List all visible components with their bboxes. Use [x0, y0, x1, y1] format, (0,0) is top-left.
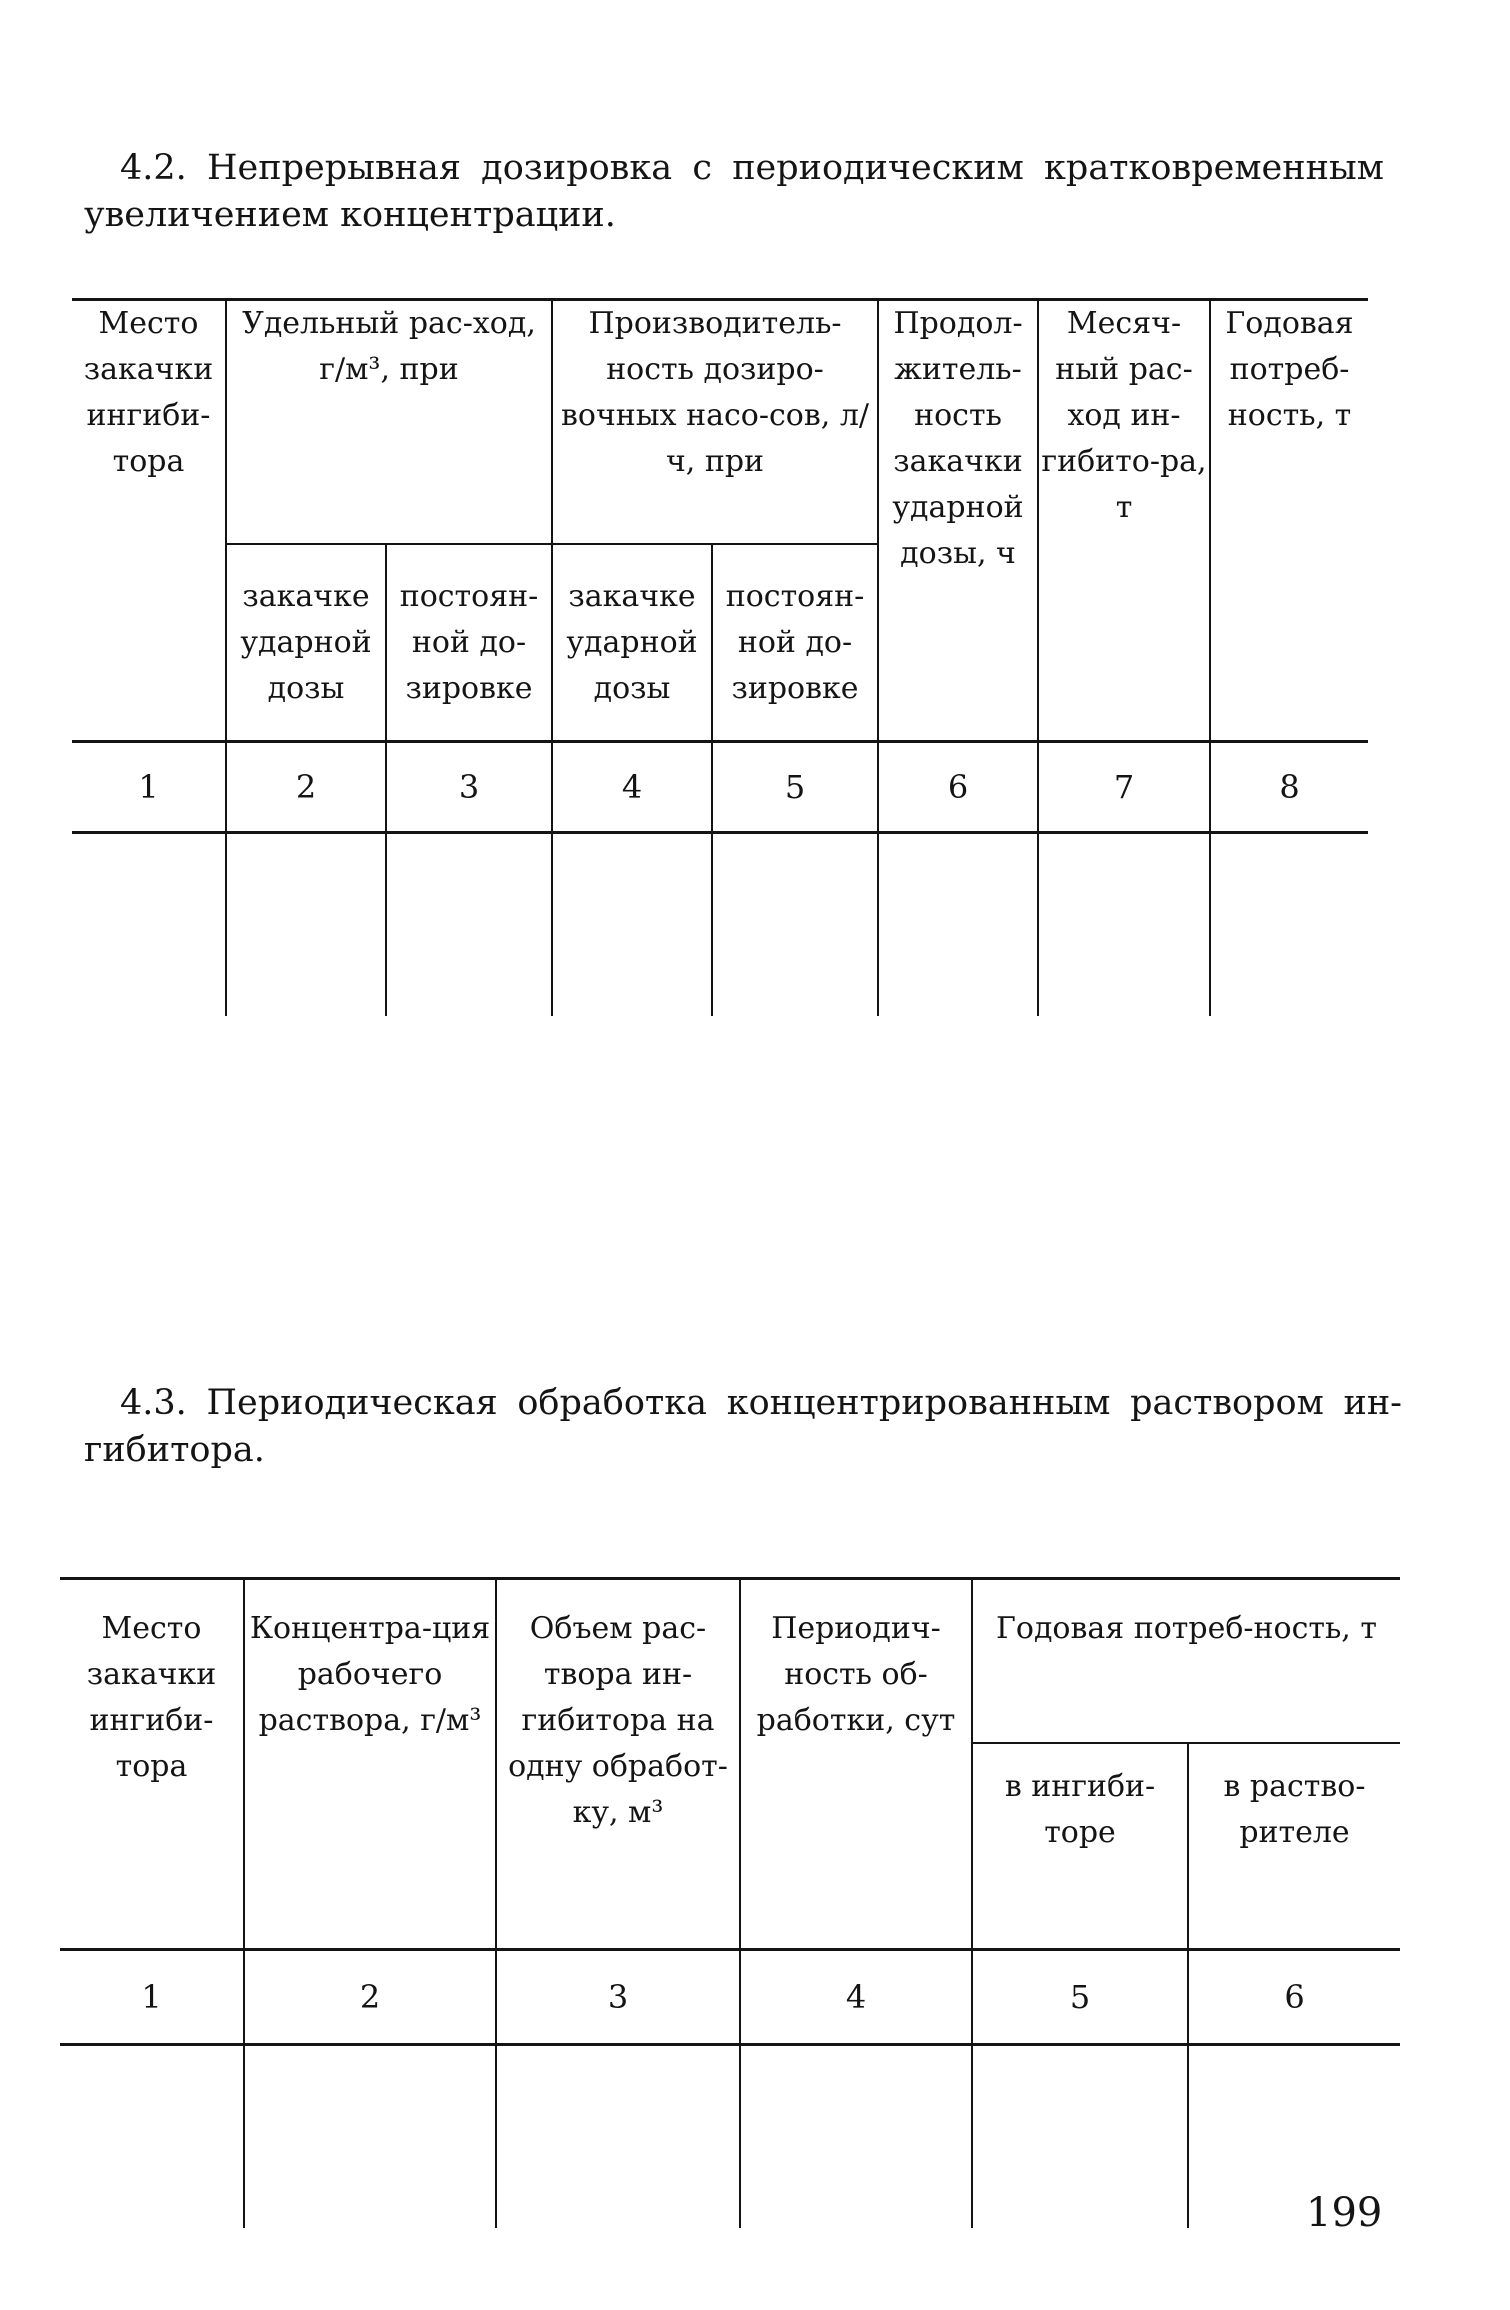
- header-annual-need: Годовая потреб-ность, т: [1210, 300, 1368, 742]
- column-number: 2: [226, 742, 386, 833]
- blank-cell: [972, 2045, 1188, 2229]
- column-number: 4: [552, 742, 712, 833]
- blank-cell: [244, 2045, 496, 2229]
- subheader-rate-shock: закачке ударной дозы: [226, 544, 386, 742]
- section-4-2-heading: 4.2. Непрерывная дозировка с периодическим кратковременным увеличением концентрации.: [84, 148, 1384, 235]
- header-shock-duration: Продол-житель-ность закачки ударной дозы, ч: [878, 300, 1038, 742]
- column-number: 2: [244, 1950, 496, 2045]
- blank-cell: [72, 833, 226, 1017]
- subheader-rate-continuous: постоян-ной до-зировке: [386, 544, 552, 742]
- blank-cell: [1038, 833, 1210, 1017]
- section-4-3-heading: 4.3. Периодическая обработка концентрированным раствором ин-гибитора.: [84, 1383, 1402, 1470]
- blank-cell: [1210, 833, 1368, 1017]
- column-number: 3: [496, 1950, 740, 2045]
- blank-cell: [496, 2045, 740, 2229]
- blank-cell: [60, 2045, 244, 2229]
- header-pump-capacity: Производитель-ность дозиро-вочных насо-сов, л/ч, при: [552, 300, 878, 545]
- blank-cell: [552, 833, 712, 1017]
- blank-cell: [712, 833, 878, 1017]
- column-number: 3: [386, 742, 552, 833]
- blank-cell: [740, 2045, 972, 2229]
- blank-cell: [226, 833, 386, 1017]
- subheader-in-solvent: в раство-рителе: [1188, 1743, 1400, 1950]
- column-number: 1: [60, 1950, 244, 2045]
- page-number: 199: [1306, 2190, 1383, 2236]
- subheader-in-inhibitor: в ингиби-торе: [972, 1743, 1188, 1950]
- header-specific-rate: Удельный рас-ход, г/м³, при: [226, 300, 552, 545]
- periodic-treatment-table: [60, 1577, 1400, 2228]
- column-number: 1: [72, 742, 226, 833]
- column-number: 6: [1188, 1950, 1400, 2045]
- column-number: 5: [712, 742, 878, 833]
- header-solution-concentration: Концентра-ция рабочего раствора, г/м³: [244, 1579, 496, 1950]
- header-treatment-periodicity: Периодич-ность об-работки, сут: [740, 1579, 972, 1950]
- column-number: 4: [740, 1950, 972, 2045]
- header-injection-place: Место закачки ингиби-тора: [60, 1579, 244, 1950]
- blank-cell: [878, 833, 1038, 1017]
- header-annual-need: Годовая потреб-ность, т: [972, 1579, 1400, 1744]
- subheader-capacity-continuous: постоян-ной до-зировке: [712, 544, 878, 742]
- subheader-capacity-shock: закачке ударной дозы: [552, 544, 712, 742]
- column-number: 6: [878, 742, 1038, 833]
- column-number: 5: [972, 1950, 1188, 2045]
- column-number: 7: [1038, 742, 1210, 833]
- column-number: 8: [1210, 742, 1368, 833]
- dosing-table: [72, 298, 1368, 1016]
- header-monthly-consumption: Месяч-ный рас-ход ин-гибито-ра, т: [1038, 300, 1210, 742]
- header-solution-volume: Объем рас-твора ин-гибитора на одну обработ-ку, м³: [496, 1579, 740, 1950]
- header-injection-place: Место закачки ингиби-тора: [72, 300, 226, 742]
- blank-cell: [386, 833, 552, 1017]
